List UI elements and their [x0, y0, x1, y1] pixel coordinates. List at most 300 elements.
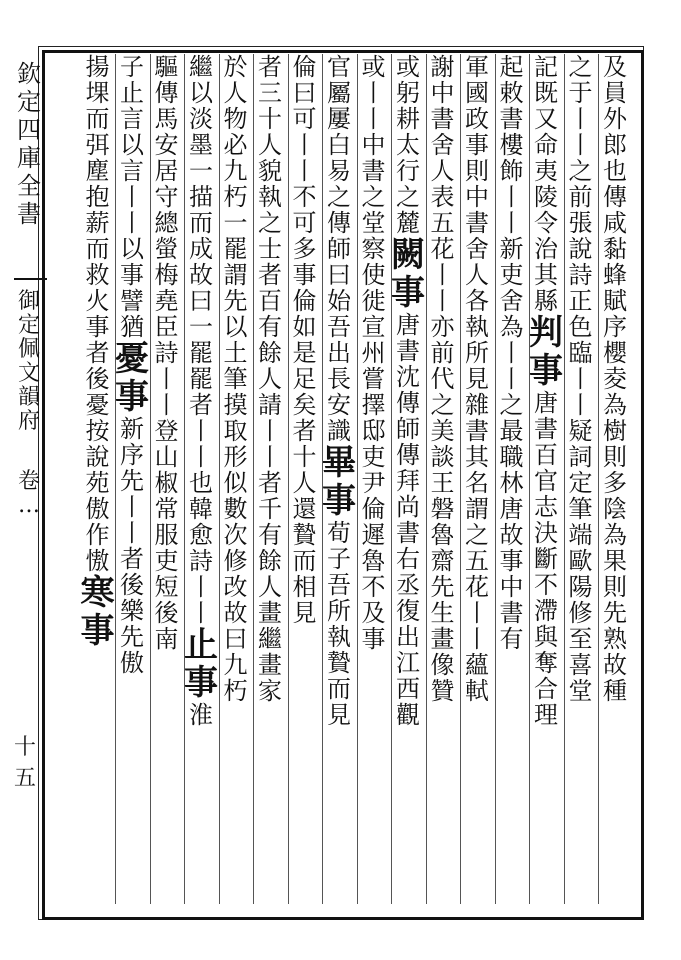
source-title — [14, 290, 44, 434]
text-char: 愈 — [189, 521, 213, 549]
text-char: 人 — [465, 261, 489, 289]
text-column — [186, 54, 216, 904]
text-char: 不 — [292, 183, 317, 211]
text-char: 說 — [568, 235, 593, 263]
text-char: 執 — [258, 183, 282, 211]
text-char: 丞 — [396, 571, 420, 599]
text-char: 成 — [189, 235, 213, 263]
text-char: 丨 — [292, 157, 317, 185]
text-char: 可 — [292, 209, 317, 237]
text-char: 堂 — [568, 677, 593, 705]
text-char: 百 — [258, 287, 282, 315]
text-char: 書 — [396, 519, 420, 547]
text-char: 吏 — [361, 443, 386, 471]
text-char: 火 — [85, 287, 110, 315]
column-rule — [184, 54, 185, 904]
text-char: 餘 — [258, 339, 282, 367]
text-char: 朽 — [223, 183, 248, 211]
text-char: 多 — [292, 235, 317, 263]
text-char: 有 — [258, 313, 282, 341]
column-rule — [357, 54, 358, 904]
text-char: 白 — [327, 131, 351, 159]
margin-char: 庫 — [17, 144, 41, 172]
text-char: 樓 — [499, 131, 524, 159]
text-char: 傳 — [327, 209, 351, 237]
text-char: 丨 — [568, 391, 593, 419]
text-char: 十 — [258, 105, 282, 133]
text-char: 倫 — [292, 53, 317, 81]
text-char: 軾 — [465, 677, 489, 705]
text-char: 傳 — [603, 183, 627, 211]
column-rule — [219, 54, 220, 904]
text-char: 九 — [223, 651, 248, 679]
text-char: 慠 — [85, 547, 110, 575]
text-char: 師 — [327, 235, 351, 263]
text-char: 以 — [189, 79, 213, 107]
text-char: 齋 — [430, 547, 455, 575]
text-char: 既 — [534, 79, 558, 107]
margin-char: 定 — [17, 88, 41, 116]
text-char: 外 — [603, 105, 627, 133]
text-char: 丨 — [120, 183, 144, 211]
text-char: 救 — [85, 261, 110, 289]
text-char: 櫻 — [603, 339, 627, 367]
text-char: 人 — [292, 469, 317, 497]
text-char: 序 — [603, 313, 627, 341]
text-char: 麓 — [396, 209, 420, 237]
text-char: 命 — [534, 131, 558, 159]
text-char: 丨 — [120, 493, 144, 521]
text-char: 足 — [292, 365, 317, 393]
text-char: 種 — [603, 677, 627, 705]
text-char: 亦 — [430, 313, 455, 341]
text-char: 躬 — [396, 79, 420, 107]
text-char: 也 — [189, 469, 213, 497]
text-char: 畫 — [430, 625, 455, 653]
text-char: 雜 — [465, 391, 489, 419]
text-char: 子 — [120, 53, 144, 81]
text-char: 之 — [465, 521, 489, 549]
text-column — [80, 53, 115, 904]
text-char: 耕 — [396, 105, 420, 133]
text-char: 州 — [361, 339, 386, 367]
text-column — [152, 54, 182, 904]
text-char: 丨 — [154, 365, 179, 393]
text-column — [462, 54, 492, 904]
text-char: 故 — [603, 651, 627, 679]
text-char: 曰 — [223, 625, 248, 653]
text-char: 名 — [465, 469, 489, 497]
text-char: 取 — [223, 417, 248, 445]
text-char: 朽 — [223, 677, 248, 705]
text-char: 人 — [258, 131, 282, 159]
text-char: 飾 — [499, 157, 524, 185]
text-char: 樹 — [603, 417, 627, 445]
text-char: 中 — [361, 131, 386, 159]
text-char: 書 — [499, 599, 524, 627]
text-char: 出 — [327, 339, 351, 367]
text-char: 畫 — [258, 599, 282, 627]
text-char: 謂 — [223, 261, 248, 289]
text-char: 丨 — [430, 261, 455, 289]
text-char: 丨 — [189, 573, 213, 601]
text-char: 事 — [499, 547, 524, 575]
text-char: 職 — [499, 443, 524, 471]
text-char: 新 — [120, 415, 144, 443]
column-rule — [564, 54, 565, 904]
text-char: 而 — [189, 209, 213, 237]
text-char: 縣 — [534, 287, 558, 315]
text-char: 唐 — [396, 311, 420, 339]
text-char: 之 — [568, 157, 593, 185]
text-char: 是 — [292, 339, 317, 367]
text-char: 墨 — [189, 131, 213, 159]
text-char: 事 — [120, 261, 144, 289]
text-char: 如 — [292, 313, 317, 341]
text-char: 各 — [465, 287, 489, 315]
text-char: 總 — [154, 209, 179, 237]
text-char: 居 — [154, 157, 179, 185]
text-char: 官 — [534, 467, 558, 495]
text-char: 以 — [223, 313, 248, 341]
text-char: 舍 — [499, 287, 524, 315]
volume-marks — [14, 470, 44, 518]
text-char: 又 — [534, 105, 558, 133]
text-char: 正 — [568, 287, 593, 315]
text-char: 太 — [396, 131, 420, 159]
text-char: 前 — [568, 183, 593, 211]
column-rule — [460, 54, 461, 904]
text-char: 贊 — [430, 677, 455, 705]
text-char: 筆 — [223, 365, 248, 393]
text-char: 之 — [499, 391, 524, 419]
heading-term: 闕事 — [391, 235, 425, 313]
text-char: 師 — [396, 415, 420, 443]
text-char: 所 — [327, 597, 351, 625]
text-char: 喜 — [568, 651, 593, 679]
text-char: 令 — [534, 209, 558, 237]
margin-char: 欽 — [17, 60, 41, 88]
text-char: 美 — [430, 417, 455, 445]
text-char: 詩 — [189, 547, 213, 575]
text-char: 罷 — [189, 365, 213, 393]
text-char: 最 — [499, 417, 524, 445]
text-char: 樂 — [120, 597, 144, 625]
text-char: 繼 — [258, 625, 282, 653]
text-char: 夌 — [603, 365, 627, 393]
text-char: 五 — [465, 547, 489, 575]
heading-term: 寒事 — [80, 573, 115, 651]
text-char: 張 — [568, 209, 593, 237]
text-char: 曰 — [292, 79, 317, 107]
text-char: 丨 — [568, 105, 593, 133]
text-char: 丨 — [465, 625, 489, 653]
margin-char: 定 — [17, 313, 40, 338]
text-char: 言 — [120, 157, 144, 185]
text-char: 表 — [430, 183, 455, 211]
text-char: 舍 — [465, 235, 489, 263]
text-char: 之 — [361, 183, 386, 211]
text-char: 丨 — [292, 131, 317, 159]
column-rule — [322, 54, 323, 904]
text-column — [290, 54, 320, 904]
text-char: 代 — [430, 365, 455, 393]
text-char: 者 — [85, 339, 110, 367]
text-char: 官 — [327, 53, 351, 81]
text-char: 丨 — [499, 365, 524, 393]
text-char: 而 — [85, 235, 110, 263]
text-column — [428, 54, 458, 904]
text-char: 傲 — [85, 495, 110, 523]
text-char: 修 — [568, 599, 593, 627]
text-char: 記 — [534, 53, 558, 81]
text-char: 五 — [430, 209, 455, 237]
text-char: 形 — [223, 443, 248, 471]
text-char: 沈 — [396, 363, 420, 391]
text-char: 詩 — [154, 339, 179, 367]
text-char: 淮 — [189, 701, 213, 729]
text-char: 椒 — [154, 469, 179, 497]
text-char: 故 — [223, 599, 248, 627]
text-char: 而 — [85, 105, 110, 133]
text-char: 其 — [465, 443, 489, 471]
text-char: 人 — [258, 365, 282, 393]
text-char: 陵 — [534, 183, 558, 211]
margin-char: 御 — [17, 289, 40, 314]
text-column — [531, 54, 561, 904]
volume-marks-text — [18, 470, 40, 518]
text-char: 堂 — [361, 209, 386, 237]
text-char: 丨 — [258, 443, 282, 471]
text-char: 吏 — [154, 547, 179, 575]
text-char: 吏 — [499, 261, 524, 289]
text-char: 執 — [327, 623, 351, 651]
text-char: 者 — [258, 261, 282, 289]
text-char: 右 — [396, 545, 420, 573]
text-char: 端 — [568, 521, 593, 549]
column-rule — [495, 54, 496, 904]
text-char: 有 — [499, 625, 524, 653]
text-char: 書 — [499, 105, 524, 133]
text-char: 志 — [534, 493, 558, 521]
text-char: 多 — [603, 469, 627, 497]
heading-term: 憂事 — [115, 339, 149, 417]
text-char: 夷 — [534, 157, 558, 185]
text-char: 改 — [223, 573, 248, 601]
text-char: 丨 — [499, 183, 524, 211]
text-char: 宣 — [361, 313, 386, 341]
text-char: 吾 — [327, 313, 351, 341]
text-column — [221, 54, 251, 904]
text-char: 按 — [85, 417, 110, 445]
text-char: 筆 — [568, 495, 593, 523]
margin-char: 四 — [17, 116, 41, 144]
text-char: 執 — [465, 313, 489, 341]
text-char: 請 — [258, 391, 282, 419]
text-char: 安 — [327, 391, 351, 419]
text-char: 邸 — [361, 417, 386, 445]
text-char: 舍 — [430, 131, 455, 159]
text-char: 遲 — [361, 521, 386, 549]
text-char: 使 — [361, 261, 386, 289]
text-char: 果 — [603, 547, 627, 575]
text-char: 修 — [223, 547, 248, 575]
text-char: 傳 — [396, 441, 420, 469]
text-char: 王 — [430, 469, 455, 497]
text-char: 揚 — [85, 53, 110, 81]
text-char: 出 — [396, 623, 420, 651]
text-char: 傳 — [396, 389, 420, 417]
text-char: 守 — [154, 183, 179, 211]
column-rule — [391, 54, 392, 904]
text-char: 林 — [499, 469, 524, 497]
text-column — [359, 54, 389, 904]
text-char: 奪 — [534, 649, 558, 677]
text-char: 苑 — [85, 469, 110, 497]
column-rule — [598, 54, 599, 904]
text-char: 書 — [396, 337, 420, 365]
text-char: 數 — [223, 495, 248, 523]
text-char: 中 — [430, 79, 455, 107]
text-char: 者 — [189, 391, 213, 419]
text-char: 所 — [465, 339, 489, 367]
text-char: 常 — [154, 495, 179, 523]
text-char: 生 — [430, 599, 455, 627]
text-char: 以 — [120, 131, 144, 159]
text-char: 擇 — [361, 391, 386, 419]
text-char: 尚 — [396, 493, 420, 521]
text-char: 倫 — [292, 287, 317, 315]
text-char: 子 — [327, 545, 351, 573]
text-char: 易 — [327, 157, 351, 185]
text-char: 于 — [568, 79, 593, 107]
text-char: 必 — [223, 131, 248, 159]
text-char: 之 — [430, 391, 455, 419]
text-char: 見 — [292, 599, 317, 627]
text-char: 序 — [120, 441, 144, 469]
text-char: 復 — [396, 597, 420, 625]
text-char: 為 — [499, 313, 524, 341]
text-char: 魯 — [361, 547, 386, 575]
text-char: 一 — [189, 313, 213, 341]
text-char: 臨 — [568, 339, 593, 367]
text-char: 事 — [292, 261, 317, 289]
page-number — [14, 730, 44, 792]
text-char: 蘊 — [465, 651, 489, 679]
text-char: 短 — [154, 573, 179, 601]
text-char: 像 — [430, 651, 455, 679]
text-char: 行 — [396, 157, 420, 185]
text-char: 唐 — [499, 495, 524, 523]
text-char: 先 — [603, 599, 627, 627]
text-char: 斷 — [534, 545, 558, 573]
text-char: 於 — [223, 53, 248, 81]
text-char: 人 — [223, 79, 248, 107]
text-char: 丨 — [568, 131, 593, 159]
text-char: 事 — [465, 131, 489, 159]
column-rule — [288, 54, 289, 904]
text-char: 驅 — [154, 53, 179, 81]
text-char: 傳 — [154, 79, 179, 107]
text-char: 政 — [465, 105, 489, 133]
text-char: 後 — [85, 365, 110, 393]
text-char: 先 — [120, 467, 144, 495]
heading-term: 畢事 — [322, 443, 356, 521]
text-char: 畫 — [258, 651, 282, 679]
text-char: 曰 — [189, 287, 213, 315]
text-char: 丨 — [361, 79, 386, 107]
text-char: 一 — [223, 209, 248, 237]
text-char: 新 — [499, 235, 524, 263]
text-char: 前 — [430, 339, 455, 367]
text-char: 見 — [327, 701, 351, 729]
text-char: 而 — [292, 547, 317, 575]
text-char: 不 — [534, 571, 558, 599]
text-char: 屢 — [327, 105, 351, 133]
text-char: 之 — [568, 53, 593, 81]
text-char: 識 — [327, 417, 351, 445]
text-char: 服 — [154, 521, 179, 549]
margin-divider — [14, 278, 47, 280]
text-char: 事 — [361, 625, 386, 653]
text-char: 長 — [327, 365, 351, 393]
text-char: 謝 — [430, 53, 455, 81]
text-char: 謂 — [465, 495, 489, 523]
text-char: 員 — [603, 79, 627, 107]
text-char: 書 — [465, 209, 489, 237]
text-char: 止 — [120, 79, 144, 107]
text-char: 臣 — [154, 313, 179, 341]
text-char: 繼 — [189, 53, 213, 81]
text-char: 丨 — [430, 287, 455, 315]
text-char: 賦 — [603, 287, 627, 315]
text-column — [566, 54, 596, 904]
text-char: 丨 — [120, 519, 144, 547]
margin-char: 全 — [17, 172, 41, 200]
text-char: 後 — [120, 571, 144, 599]
text-column — [255, 54, 285, 904]
text-char: 丨 — [361, 105, 386, 133]
margin-char: 韻 — [17, 385, 40, 410]
text-char: 螢 — [154, 235, 179, 263]
text-char: 說 — [85, 443, 110, 471]
text-char: 或 — [361, 53, 386, 81]
text-char: 理 — [534, 701, 558, 729]
text-char: 摸 — [223, 391, 248, 419]
text-char: 歐 — [568, 547, 593, 575]
text-char: 淡 — [189, 105, 213, 133]
text-char: 及 — [603, 53, 627, 81]
text-char: 至 — [568, 625, 593, 653]
text-column — [600, 54, 630, 904]
text-char: 書 — [534, 415, 558, 443]
text-char: 談 — [430, 443, 455, 471]
text-char: 治 — [534, 235, 558, 263]
text-char: 贄 — [327, 649, 351, 677]
text-char: 書 — [465, 417, 489, 445]
text-char: 徙 — [361, 287, 386, 315]
text-char: 描 — [189, 183, 213, 211]
text-char: 軍 — [465, 53, 489, 81]
text-char: 物 — [223, 105, 248, 133]
text-char: 觀 — [396, 701, 420, 729]
text-char: 起 — [499, 53, 524, 81]
text-char: 丨 — [189, 599, 213, 627]
heading-term: 止事 — [184, 625, 218, 703]
text-char: 先 — [430, 573, 455, 601]
text-char: 憂 — [85, 391, 110, 419]
column-rule — [115, 54, 116, 904]
